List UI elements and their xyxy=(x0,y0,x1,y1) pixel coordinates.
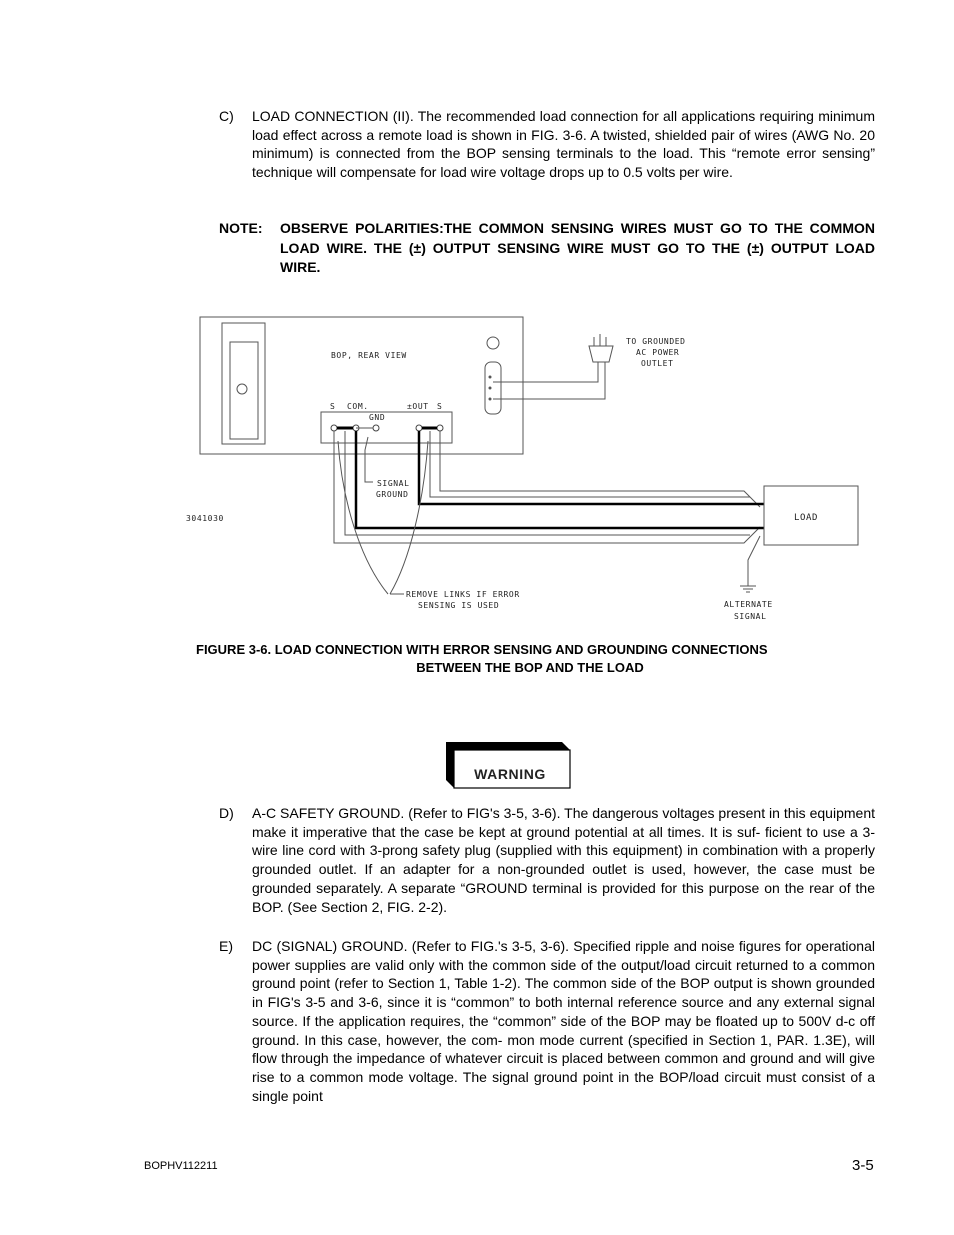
alternate-label-1: ALTERNATE xyxy=(724,600,773,609)
alternate-label-2: SIGNAL xyxy=(734,612,767,621)
term-com: COM. xyxy=(347,402,369,411)
bop-rear-view-label: BOP, REAR VIEW xyxy=(331,351,407,360)
note-label: NOTE: xyxy=(219,220,263,236)
signal-ground-label-2: GROUND xyxy=(376,490,409,499)
ac-inlet xyxy=(485,362,501,414)
power-switch-inner xyxy=(230,342,258,439)
term-s-left: S xyxy=(330,402,336,411)
figure-caption-line-1: FIGURE 3-6. LOAD CONNECTION WITH ERROR SENSING AND GROUNDING CONNECTIONS xyxy=(196,642,768,657)
note-text: OBSERVE POLARITIES:THE COMMON SENSING WIRES MUST GO TO THE COMMON LOAD WIRE. THE (±) OUTPUT SENSING WIRE MUST GO TO THE (±) OUTPUT LOAD WIRE. xyxy=(280,220,875,275)
paragraph-d-text: A-C SAFETY GROUND. (Refer to FIG's 3-5, 3-6). The dangerous voltages present in this equipment make it imperative that the case be kept at ground potential at all times. It is suf- ficient to use a 3-wire line cord with 3-prong safety plug (supplied with this equipment) in combination with a properly grounded outlet. If an adapter for a non-grounded outlet is used, however, the case must be grounded separately. A separate “GROUND terminal is provided for this purpose on the rear of the BOP. (See Section 2, FIG. 2-2). xyxy=(252,805,875,915)
paragraph-d-label: D) xyxy=(219,805,234,821)
paragraph-c-text: LOAD CONNECTION (II). The recommended load connection for all applications requiring minimum load effect across a remote load is shown in FIG. 3-6. A twisted, shielded pair of wires (AWG No. 20 minimum) is connected from the BOP sensing terminals to the load. This “remote error sensing” technique will compensate for load wire voltage drops up to 0.5 volts per wire. xyxy=(252,108,875,181)
footer-page-number: 3-5 xyxy=(852,1157,874,1174)
load-label: LOAD xyxy=(794,513,819,523)
to-grounded-label-1: TO GROUNDED xyxy=(626,337,686,346)
term-s-right: S xyxy=(437,402,443,411)
to-grounded-label-2: AC POWER xyxy=(636,348,680,357)
paragraph-e-text: DC (SIGNAL) GROUND. (Refer to FIG.'s 3-5, 3-6). Specified ripple and noise figures for operational power supplies are valid only with the common side of the output/load circuit returned to a common ground point (refer to Section 1, Table 1-2). The common side of the BOP output is shown grounded in FIG's 3-5 and 3-6, since it is “common” to both internal reference source and any external signal source. If the application requires, the “common” side of the BOP may be floated up to 500V d-c off ground. In this case, however, the com- mon mode current (specified in Section 1, PAR. 1.3E), will flow through the impedance of whatever circuit is placed between common and ground and will give rise to a common mode voltage. The signal ground point in the BOP/load circuit must consist of a single point xyxy=(252,938,875,1104)
to-grounded-label-3: OUTLET xyxy=(641,359,674,368)
fuse-holder xyxy=(487,337,499,349)
paragraph-e-label: E) xyxy=(219,938,233,954)
figure-caption-line-2: BETWEEN THE BOP AND THE LOAD xyxy=(416,660,644,675)
remove-links-label-2: SENSING IS USED xyxy=(418,601,500,610)
warning-badge xyxy=(440,736,576,792)
ac-plug xyxy=(589,346,613,362)
paragraph-d xyxy=(219,804,875,916)
paragraph-e xyxy=(219,937,875,1105)
remove-links-label-1: REMOVE LINKS IF ERROR xyxy=(406,590,520,599)
power-switch-outer xyxy=(222,323,265,444)
warning-label: WARNING xyxy=(474,766,546,782)
figure-id: 3041030 xyxy=(186,514,224,523)
figure-caption xyxy=(150,641,890,677)
paragraph-c-label: C) xyxy=(219,108,234,124)
term-gnd: GND xyxy=(369,413,386,422)
switch-knob xyxy=(237,384,247,394)
term-out: ±OUT xyxy=(407,402,429,411)
bop-rear-panel xyxy=(200,317,523,454)
signal-ground-label-1: SIGNAL xyxy=(377,479,410,488)
footer-doc-id: BOPHV112211 xyxy=(144,1160,218,1172)
